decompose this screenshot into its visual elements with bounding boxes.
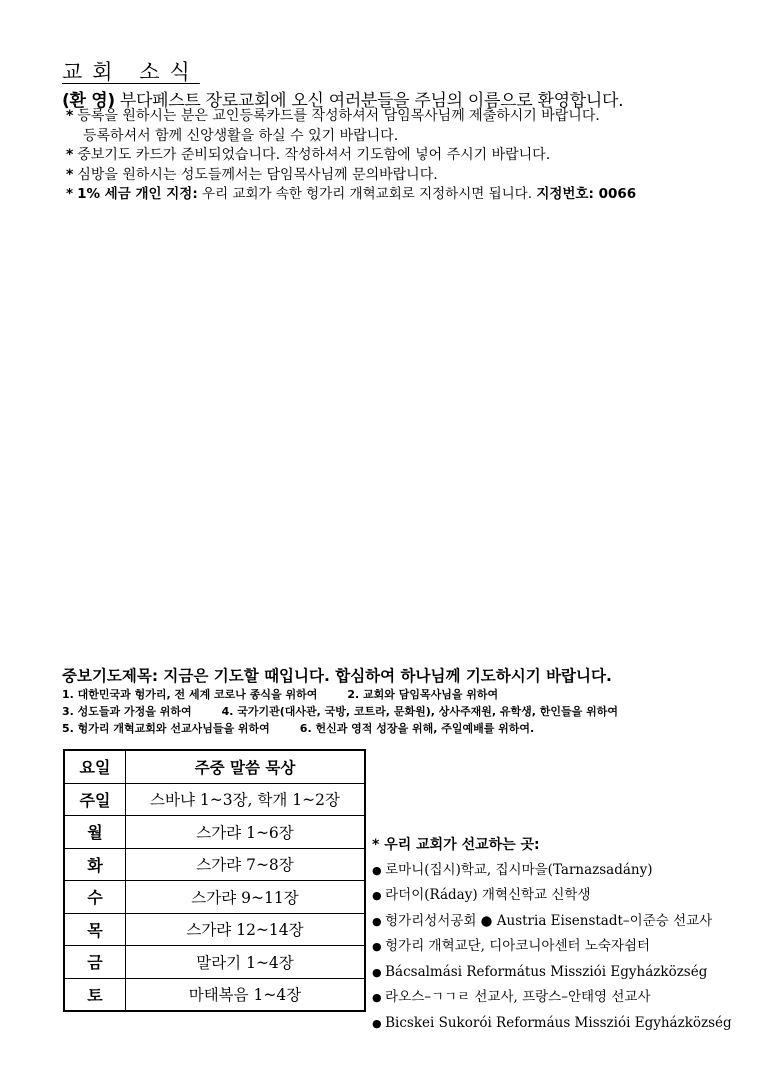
list-item: ● Bácsalmási Református Missziói Egyházközség (372, 960, 732, 986)
notice-item (66, 146, 746, 166)
prayer-item: 2. 교회와 담임목사님을 위하여 (347, 688, 499, 701)
welcome-text: 부다페스트 장로교회에 오신 여러분들을 주님의 이름으로 환영합니다. (114, 91, 624, 111)
asterisk-icon: * (66, 166, 74, 183)
reading-header: 주중 말씀 묵상 (126, 750, 366, 783)
table-row (64, 946, 365, 979)
notice-item (66, 107, 746, 127)
reading-cell: 마태복음 1~4장 (126, 978, 366, 1011)
day-cell: 주일 (64, 783, 126, 816)
tax-code: 지정번호: 0066 (536, 186, 637, 202)
table-row (64, 848, 365, 881)
notice-item (66, 127, 746, 147)
asterisk-icon: * (66, 147, 74, 163)
tax-notice (66, 185, 746, 205)
bible-reading-table (63, 749, 366, 1012)
prayer-row (62, 703, 648, 720)
asterisk-icon: * (66, 108, 74, 124)
notice-text: 등록을 원하시는 분은 교인등록카드를 작성하셔서 담임목사님께 제출하시기 바랍니다. (77, 108, 600, 124)
prayer-item: 6. 헌신과 영적 성장을 위해, 주일예배를 위하여. (299, 722, 535, 735)
day-cell: 목 (64, 913, 126, 946)
prayer-item: 3. 성도들과 가정을 위하여 (62, 705, 192, 718)
table-header-row (64, 750, 365, 783)
table-row (64, 783, 365, 816)
reading-cell: 스가랴 7~8장 (126, 848, 366, 881)
list-item: ● 라오스–ㄱㄱㄹ 선교사, 프랑스–안태영 선교사 (372, 985, 732, 1011)
notice-text: 심방을 원하시는 성도들께서는 담임목사님께 문의바랍니다. (77, 166, 438, 183)
tax-notice-text: 우리 교회가 속한 헝가리 개혁교회로 지정하시면 됩니다. (197, 186, 537, 202)
mission-title: * 우리 교회가 선교하는 곳: (372, 837, 540, 853)
day-header: 요일 (64, 750, 126, 783)
notice-text: 중보기도 카드가 준비되었습니다. 작성하셔서 기도함에 넣어 주시기 바랍니다. (77, 147, 551, 163)
day-cell: 토 (64, 978, 126, 1011)
day-cell: 수 (64, 881, 126, 914)
notice-item (66, 166, 746, 186)
prayer-item: 5. 헝가리 개혁교회와 선교사님들을 위하여 (62, 722, 270, 735)
reading-cell: 스가랴 9~11장 (126, 881, 366, 914)
table-row (64, 913, 365, 946)
notice-text: 등록하셔서 함께 신앙생활을 하실 수 있기 바랍니다. (83, 127, 399, 144)
reading-cell: 스가랴 12~14장 (126, 913, 366, 946)
prayer-item: 4. 국가기관(대사관, 국방, 코트라, 문화원), 상사주재원, 유학생, 한인들을 위하여 (221, 705, 618, 718)
mission-list (372, 833, 732, 1036)
day-cell: 화 (64, 848, 126, 881)
table-row (64, 978, 365, 1011)
asterisk-icon: * (66, 186, 74, 202)
welcome-tag: (환 영) (62, 91, 115, 111)
day-cell: 월 (64, 816, 126, 849)
reading-cell: 스가랴 1~6장 (126, 816, 366, 849)
church-news-title: 교회 소식 (62, 60, 200, 84)
prayer-item: 1. 대한민국과 헝가리, 전 세계 코로나 종식을 위하여 (62, 688, 318, 701)
reading-cell: 스바냐 1~3장, 학개 1~2장 (126, 783, 366, 816)
table-row (64, 881, 365, 914)
prayer-row (62, 686, 648, 703)
list-item: ● 헝가리성서공회 ● Austria Eisenstadt–이준승 선교사 (372, 909, 732, 935)
list-item: ● Bicskei Sukorói Reformáus Missziói Egyházközség (372, 1011, 732, 1037)
tax-notice-label: 1% 세금 개인 지정: (77, 186, 198, 202)
table-row (64, 816, 365, 849)
day-cell: 금 (64, 946, 126, 979)
reading-cell: 말라기 1~4장 (126, 946, 366, 979)
prayer-list (62, 686, 648, 737)
list-item: ● 라더이(Ráday) 개혁신학교 신학생 (372, 883, 732, 909)
list-item: ● 헝가리 개혁교단, 디아코니아센터 노숙자쉼터 (372, 934, 732, 960)
list-item: ● 로마니(집시)학교, 집시마을(Tarnazsadány) (372, 858, 732, 884)
prayer-title: 중보기도제목: 지금은 기도할 때입니다. 합심하여 하나님께 기도하시기 바랍니다. (62, 667, 612, 685)
notice-list (66, 107, 746, 205)
prayer-row (62, 720, 648, 737)
